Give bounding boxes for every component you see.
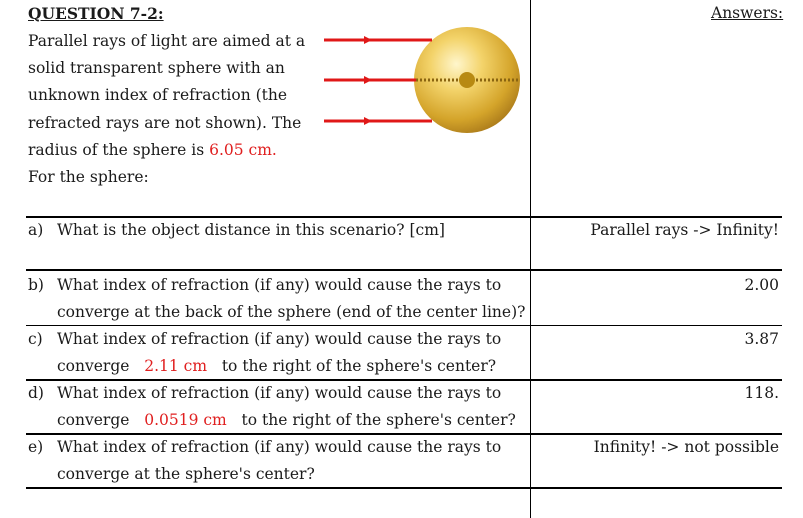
part-label: d): [28, 384, 44, 402]
part-question: What index of refraction (if any) would cause the rays to: [57, 276, 502, 294]
answer-b: 2.00: [744, 276, 779, 294]
part-label: e): [28, 438, 44, 456]
answer-c: 3.87: [744, 330, 779, 348]
row-divider: [26, 269, 782, 271]
part-question-cont: [57, 407, 516, 434]
sphere-ray-diagram: [320, 22, 530, 142]
part-label: b): [28, 276, 44, 294]
part-question: What is the object distance in this scenario? [cm]: [57, 221, 445, 239]
answer-e: Infinity! -> not possible: [593, 438, 779, 456]
part-label: c): [28, 330, 43, 348]
distance-value: 0.0519 cm: [144, 411, 227, 429]
converge-suffix: to the right of the sphere's center?: [241, 411, 516, 429]
intro-line: Parallel rays of light are aimed at a: [28, 32, 306, 50]
part-question: What index of refraction (if any) would cause the rays to: [57, 438, 502, 456]
intro-line: refracted rays are not shown). The: [28, 113, 302, 132]
answer-a: Parallel rays -> Infinity!: [590, 221, 779, 239]
question-title: QUESTION 7-2:: [28, 4, 164, 23]
radius-line: [28, 137, 305, 164]
part-question: What index of refraction (if any) would cause the rays to: [57, 384, 502, 402]
column-divider: [530, 0, 531, 518]
converge-text: converge: [57, 411, 130, 429]
part-question-cont: converge at the sphere's center?: [57, 465, 315, 483]
answers-header: Answers:: [711, 4, 784, 22]
part-question-cont: [57, 353, 496, 380]
sphere-center-dot: [459, 72, 475, 88]
distance-value: 2.11 cm: [144, 357, 208, 375]
for-sphere-line: For the sphere:: [28, 167, 149, 186]
intro-line: solid transparent sphere with an: [28, 59, 285, 78]
radius-value: 6.05 cm.: [209, 140, 277, 159]
converge-suffix: to the right of the sphere's center?: [221, 357, 497, 375]
radius-label: radius of the sphere is: [28, 140, 205, 159]
part-label: a): [28, 221, 44, 239]
question-intro: [28, 28, 305, 191]
light-ray: [324, 76, 416, 84]
part-question: What index of refraction (if any) would cause the rays to: [57, 330, 502, 348]
light-ray: [324, 36, 432, 44]
converge-text: converge: [57, 357, 130, 375]
part-question-cont: converge at the back of the sphere (end of the center line)?: [57, 303, 526, 321]
answer-d: 118.: [744, 384, 779, 402]
light-ray: [324, 117, 432, 125]
intro-line: unknown index of refraction (the: [28, 86, 288, 105]
